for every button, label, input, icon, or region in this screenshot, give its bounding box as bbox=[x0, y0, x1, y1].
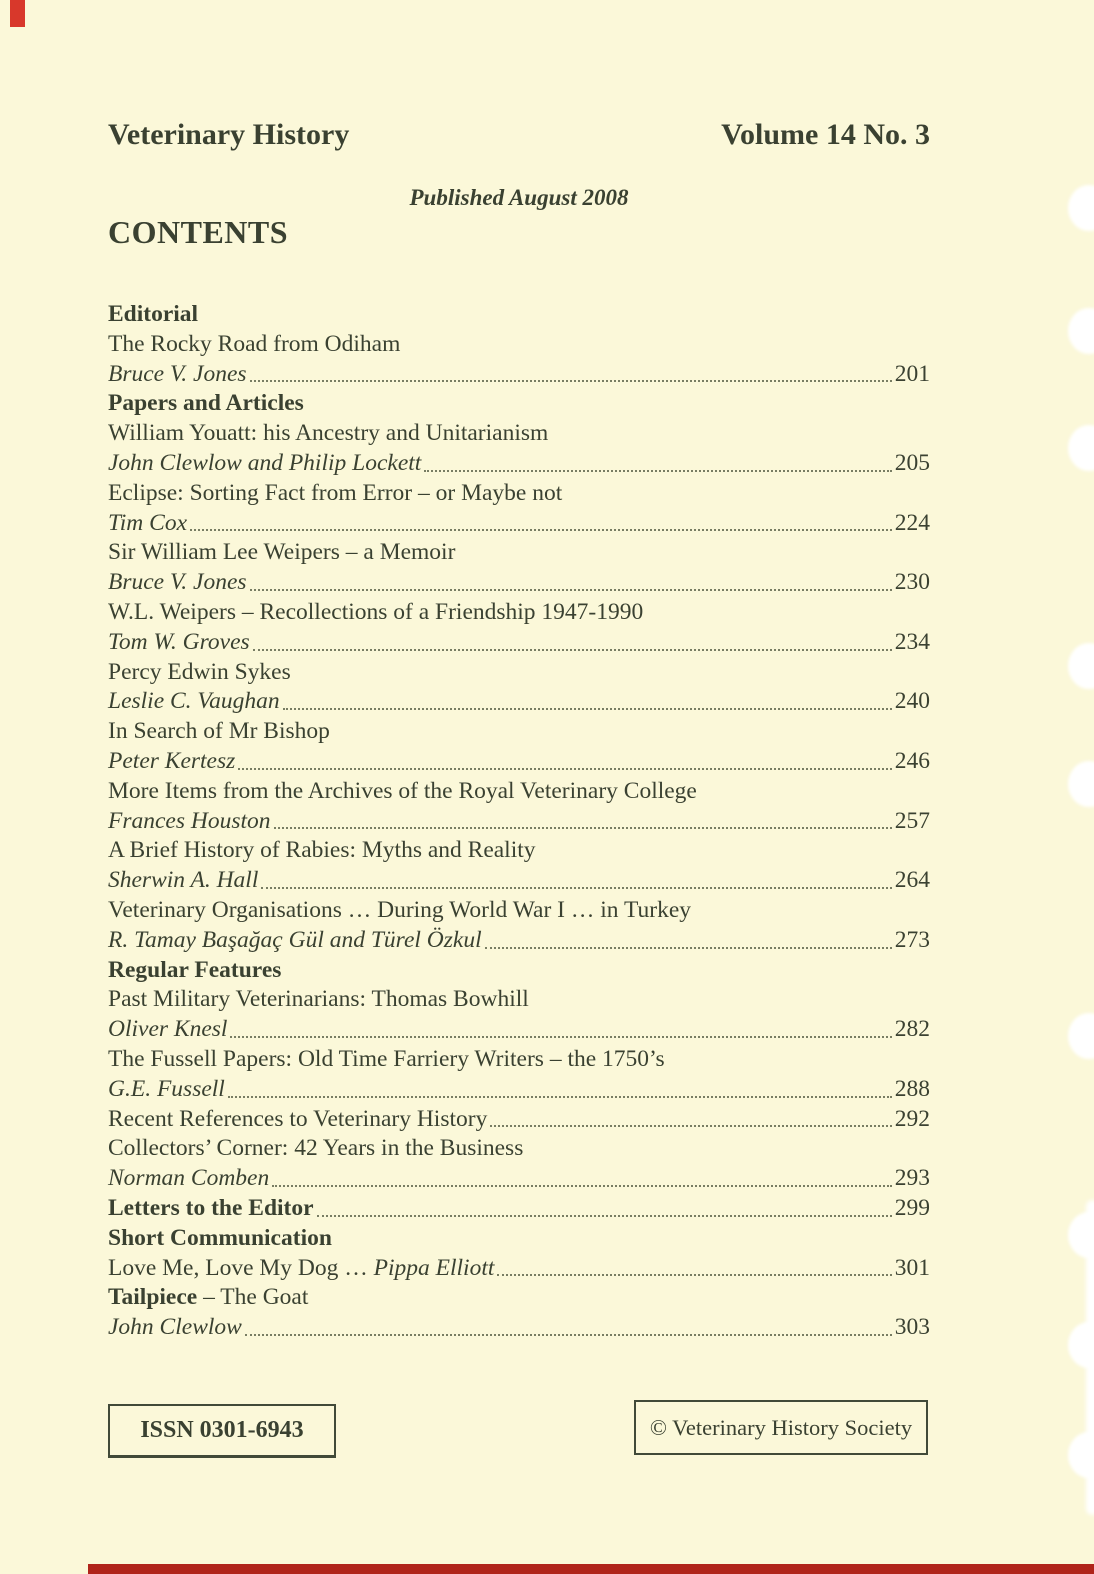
toc-text: Eclipse: Sorting Fact from Error – or Maybe not bbox=[108, 479, 563, 506]
toc-entry bbox=[108, 599, 930, 629]
toc-entry bbox=[108, 1135, 930, 1165]
toc-entry bbox=[108, 1225, 930, 1255]
toc-text: Love Me, Love My Dog … bbox=[108, 1254, 374, 1281]
masthead bbox=[108, 118, 930, 152]
toc-text: Bruce V. Jones bbox=[108, 360, 247, 387]
toc-text: John Clewlow bbox=[108, 1314, 242, 1341]
dotted-leader bbox=[272, 1185, 892, 1187]
toc-text: Recent References to Veterinary History bbox=[108, 1105, 488, 1132]
toc-text: G.E. Fussell bbox=[108, 1075, 225, 1102]
dotted-leader bbox=[245, 1334, 892, 1336]
binding-hole bbox=[1068, 643, 1094, 689]
toc-text: The Fussell Papers: Old Time Farriery Writers – the 1750’s bbox=[108, 1045, 665, 1072]
toc-entry bbox=[108, 1106, 930, 1136]
red-cover-tab bbox=[10, 0, 25, 27]
dotted-leader bbox=[238, 768, 891, 770]
toc-text: Frances Houston bbox=[108, 807, 271, 834]
page-number: 201 bbox=[894, 360, 930, 387]
contents-heading: CONTENTS bbox=[108, 214, 289, 250]
toc-entry bbox=[108, 1314, 930, 1344]
dotted-leader bbox=[497, 1274, 891, 1276]
toc-entry bbox=[108, 957, 930, 987]
dotted-leader bbox=[274, 827, 892, 829]
toc-entry bbox=[108, 927, 930, 957]
toc-entry bbox=[108, 748, 930, 778]
dotted-leader bbox=[253, 649, 892, 651]
toc-text: Past Military Veterinarians: Thomas Bowhill bbox=[108, 986, 529, 1013]
binding-hole bbox=[1068, 1212, 1094, 1258]
published-date: Published August 2008 bbox=[409, 185, 629, 210]
toc-entry bbox=[108, 1195, 930, 1225]
toc-entry bbox=[108, 361, 930, 391]
dotted-leader bbox=[283, 708, 892, 710]
toc-entry bbox=[108, 539, 930, 569]
page-number: 299 bbox=[894, 1194, 930, 1221]
toc-text: More Items from the Archives of the Royal Veterinary College bbox=[108, 777, 697, 804]
volume-number: Volume 14 No. 3 bbox=[721, 118, 930, 151]
toc-entry bbox=[108, 1255, 930, 1285]
toc-entry bbox=[108, 808, 930, 838]
toc-text: Sherwin A. Hall bbox=[108, 867, 259, 894]
toc-text: Regular Features bbox=[108, 956, 282, 983]
toc-text: Sir William Lee Weipers – a Memoir bbox=[108, 539, 456, 566]
toc-text: Bruce V. Jones bbox=[108, 569, 247, 596]
toc-text: Percy Edwin Sykes bbox=[108, 658, 291, 685]
dotted-leader bbox=[228, 1096, 892, 1098]
dotted-leader bbox=[250, 589, 892, 591]
dotted-leader bbox=[250, 380, 892, 382]
page-number: 234 bbox=[894, 628, 930, 655]
toc-entry bbox=[108, 390, 930, 420]
dotted-leader bbox=[490, 1125, 891, 1127]
toc-text: In Search of Mr Bishop bbox=[108, 718, 330, 745]
toc-text: Oliver Knesl bbox=[108, 1016, 228, 1043]
toc-text: Pippa Elliott bbox=[373, 1254, 495, 1281]
page-number: 264 bbox=[894, 867, 930, 894]
dotted-leader bbox=[230, 1036, 891, 1038]
toc-text: John Clewlow and Philip Lockett bbox=[108, 449, 422, 476]
toc-text: Tim Cox bbox=[108, 509, 188, 536]
toc-entry bbox=[108, 688, 930, 718]
issn-label: ISSN 0301-6943 bbox=[140, 1417, 304, 1443]
toc-entry bbox=[108, 480, 930, 510]
binding-hole bbox=[1068, 1432, 1094, 1478]
journal-title: Veterinary History bbox=[108, 118, 350, 151]
table-of-contents bbox=[108, 301, 930, 1344]
binding-hole bbox=[1068, 185, 1094, 231]
toc-entry bbox=[108, 659, 930, 689]
toc-entry bbox=[108, 1284, 930, 1314]
toc-entry bbox=[108, 1046, 930, 1076]
toc-text: The Rocky Road from Odiham bbox=[108, 330, 401, 357]
toc-entry bbox=[108, 718, 930, 748]
dotted-leader bbox=[485, 947, 892, 949]
page-number: 230 bbox=[894, 569, 930, 596]
page-number: 224 bbox=[894, 509, 930, 536]
page-number: 288 bbox=[894, 1075, 930, 1102]
toc-text: Tom W. Groves bbox=[108, 628, 250, 655]
toc-entry bbox=[108, 301, 930, 331]
toc-text: Norman Comben bbox=[108, 1165, 270, 1192]
red-cover-edge bbox=[88, 1564, 1094, 1574]
toc-entry bbox=[108, 510, 930, 540]
page-number: 273 bbox=[894, 926, 930, 953]
dotted-leader bbox=[317, 1215, 892, 1217]
toc-entry bbox=[108, 331, 930, 361]
page-number: 293 bbox=[894, 1165, 930, 1192]
copyright-label: © Veterinary History Society bbox=[649, 1414, 913, 1440]
page-number: 205 bbox=[894, 449, 930, 476]
dotted-leader bbox=[190, 529, 892, 531]
page-number: 282 bbox=[894, 1016, 930, 1043]
toc-entry bbox=[108, 1076, 930, 1106]
toc-entry bbox=[108, 986, 930, 1016]
toc-text: Leslie C. Vaughan bbox=[108, 688, 280, 715]
toc-text: W.L. Weipers – Recollections of a Friendship 1947-1990 bbox=[108, 598, 644, 625]
dotted-leader bbox=[424, 470, 891, 472]
page-number: 303 bbox=[894, 1314, 930, 1341]
binding-hole bbox=[1068, 761, 1094, 807]
binding-hole bbox=[1068, 308, 1094, 354]
toc-text: Collectors’ Corner: 42 Years in the Business bbox=[108, 1135, 524, 1162]
page-number: 301 bbox=[894, 1254, 930, 1281]
toc-entry bbox=[108, 420, 930, 450]
toc-text: Veterinary Organisations … During World War I … in Turkey bbox=[108, 896, 692, 923]
toc-text: Short Communication bbox=[108, 1224, 332, 1251]
binding-hole bbox=[1068, 1013, 1094, 1059]
toc-entry bbox=[108, 778, 930, 808]
binding-hole bbox=[1068, 425, 1094, 471]
toc-entry bbox=[108, 569, 930, 599]
toc-text: R. Tamay Başağaç Gül and Türel Özkul bbox=[108, 926, 482, 953]
copyright-box bbox=[634, 1400, 928, 1455]
toc-text: – The Goat bbox=[197, 1284, 309, 1311]
toc-entry bbox=[108, 450, 930, 480]
page-number: 257 bbox=[894, 807, 930, 834]
toc-entry bbox=[108, 897, 930, 927]
binding-hole bbox=[1068, 1322, 1094, 1368]
dotted-leader bbox=[261, 887, 891, 889]
toc-text: Peter Kertesz bbox=[108, 747, 236, 774]
toc-entry bbox=[108, 837, 930, 867]
toc-text: William Youatt: his Ancestry and Unitarianism bbox=[108, 420, 549, 447]
toc-entry bbox=[108, 867, 930, 897]
page-number: 246 bbox=[894, 747, 930, 774]
toc-text: Papers and Articles bbox=[108, 390, 304, 417]
toc-text: A Brief History of Rabies: Myths and Reality bbox=[108, 837, 536, 864]
page-number: 240 bbox=[894, 688, 930, 715]
toc-entry bbox=[108, 629, 930, 659]
page-number: 292 bbox=[894, 1105, 930, 1132]
toc-entry bbox=[108, 1165, 930, 1195]
toc-entry bbox=[108, 1016, 930, 1046]
toc-text: Letters to the Editor bbox=[108, 1194, 314, 1221]
issn-box bbox=[108, 1404, 336, 1458]
toc-text: Editorial bbox=[108, 301, 199, 327]
toc-text: Tailpiece bbox=[108, 1284, 198, 1311]
